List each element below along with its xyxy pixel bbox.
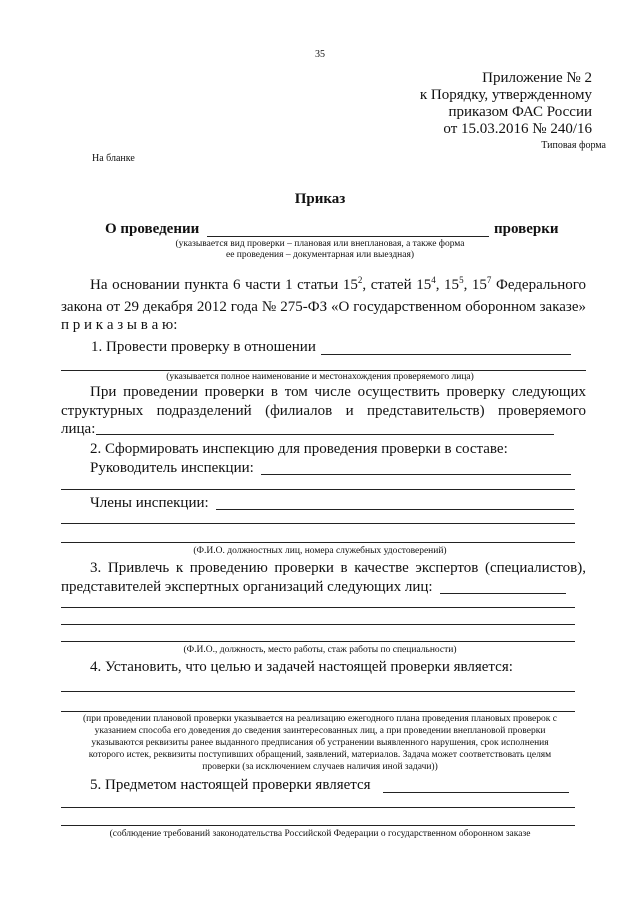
item3-line1-text: 3. Привлечь к проведению проверки в качестве экспертов (специалистов), — [90, 560, 586, 576]
page-number-text: 35 — [315, 49, 325, 60]
item5-blank-short[interactable] — [383, 792, 569, 793]
basis-line1 — [90, 275, 586, 294]
item4-hint-line2: указанием способа его доведения до сведения заинтересованных лиц, а при проведении внеплановой проверки — [94, 726, 546, 736]
item3-blank-short[interactable] — [440, 593, 566, 594]
item4-text: 4. Установить, что целью и задачей настоящей проверки является: — [90, 659, 513, 675]
document-title: Приказ — [294, 191, 346, 207]
basis-line2 — [61, 299, 586, 316]
basis-sup-b: 4 — [431, 275, 436, 285]
item1-hint: (указывается полное наименование и местонахождения проверяемого лица) — [166, 372, 474, 382]
item4-blank-2[interactable] — [61, 711, 575, 712]
basis-sup-c: 5 — [459, 275, 464, 285]
item5-blank-2[interactable] — [61, 825, 575, 826]
basis-text-e: Федерального — [491, 277, 587, 293]
inspection-members-blank-3[interactable] — [61, 542, 575, 543]
basis-line2-text: закона от 29 декабря 2012 года № 275-ФЗ «О государственном оборонном заказе» — [61, 299, 586, 315]
item4-hint-line1: (при проведении плановой проверки указывается на реализацию ежегодного плана проведения плановых проверок с — [83, 714, 557, 724]
item1-blank-full[interactable] — [61, 370, 586, 371]
page-number — [0, 49, 640, 60]
item2-text: 2. Сформировать инспекцию для проведения проверки в составе: — [90, 441, 508, 457]
inspection-members-blank[interactable] — [216, 509, 574, 510]
basis-text-b: , статей 15 — [362, 277, 432, 293]
on-letterhead: На бланке — [92, 153, 135, 164]
basis-sup-a: 2 — [357, 275, 363, 285]
item1-para-line1 — [90, 384, 586, 401]
item1-para-line2 — [61, 403, 586, 420]
inspection-head-blank-2[interactable] — [61, 489, 575, 490]
item3-hint: (Ф.И.О., должность, место работы, стаж работы по специальности) — [183, 645, 457, 655]
appendix-line3: приказом ФАС России — [448, 104, 592, 120]
item4-hint-line5: проверки (за исключением случаев наличия иной задачи)) — [202, 762, 438, 772]
subject-hint-line2: ее проведения – документарная или выездная) — [225, 250, 414, 260]
item5-text: 5. Предметом настоящей проверки является — [90, 777, 371, 793]
inspection-head-label: Руководитель инспекции: — [90, 460, 254, 476]
basis-text-a: На основании пункта 6 части 1 статьи 15 — [90, 277, 358, 293]
basis-text-d: , 15 — [463, 277, 487, 293]
inspection-members-blank-2[interactable] — [61, 523, 575, 524]
item4-hint-line4: которого истек, реквизиты поступивших обращений, заявлений, материалов. Задача может соответствовать целям — [88, 750, 552, 760]
item1-para-line1-text: При проведении проверки в том числе осуществить проверку следующих — [90, 384, 586, 400]
item3-line1 — [90, 560, 586, 577]
item3-blank-1[interactable] — [61, 607, 575, 608]
item1-para-line3: лица: — [61, 421, 96, 437]
subject-blank-line[interactable] — [207, 236, 489, 237]
item4-hint-line3: указываются реквизиты ранее выданного предписания об устранении выявленного нарушения, срок исполнения — [91, 738, 549, 748]
item3-blank-3[interactable] — [61, 641, 575, 642]
appendix-line4: от 15.03.2016 № 240/16 — [443, 121, 592, 137]
item5-blank-1[interactable] — [61, 807, 575, 808]
item3-blank-2[interactable] — [61, 624, 575, 625]
form-type: Типовая форма — [541, 140, 606, 151]
subject-hint — [0, 239, 640, 261]
item1-blank-short[interactable] — [321, 354, 571, 355]
order-word: п р и к а з ы в а ю: — [61, 317, 178, 333]
basis-sup-d: 7 — [486, 275, 492, 285]
item1-subdivisions-blank[interactable] — [96, 434, 554, 435]
inspection-head-blank[interactable] — [261, 474, 571, 475]
basis-text-c: , 15 — [435, 277, 460, 293]
item3-line2: представителей экспертных организаций следующих лиц: — [61, 579, 433, 595]
subject-right: проверки — [494, 221, 559, 237]
subject-hint-line1: (указывается вид проверки – плановая или внеплановая, а также форма — [175, 239, 465, 249]
appendix-line2: к Порядку, утвержденному — [419, 87, 592, 103]
appendix-line1: Приложение № 2 — [482, 70, 592, 86]
item4-blank-1[interactable] — [61, 691, 575, 692]
item1-text: 1. Провести проверку в отношении — [91, 339, 316, 355]
inspection-members-label: Члены инспекции: — [90, 495, 209, 511]
subject-left: О проведении — [105, 221, 200, 237]
item2-hint: (Ф.И.О. должностных лиц, номера служебных удостоверений) — [193, 546, 447, 556]
item4-hint — [40, 713, 600, 773]
appendix-block — [420, 70, 592, 138]
item1-para-line2-text: структурных подразделений (филиалов и представительств) проверяемого — [61, 403, 586, 419]
item5-hint: (соблюдение требований законодательства Российской Федерации о государственном оборонном заказе — [109, 829, 531, 839]
